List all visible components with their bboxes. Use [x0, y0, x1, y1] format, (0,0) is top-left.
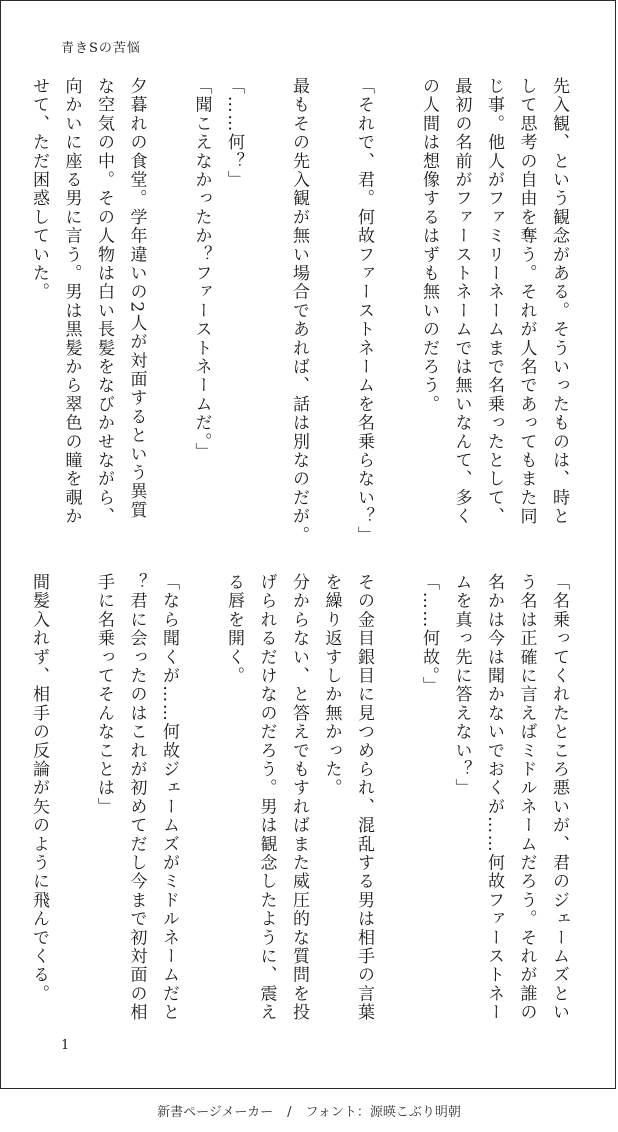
text-column: 夕暮れの食堂。学年違いの2人が対面するという異質 [126, 77, 147, 520]
text-column: 分からない、と答えでもすればまた威圧的な質問を投 [289, 573, 309, 1022]
text-column: ？君に会ったのはこれが初めてだし今まで初対面の相 [126, 573, 147, 1022]
text-column: 「名乗ってくれたところ悪いが、君のジェームズとい [549, 573, 569, 1022]
maker-label: 新書ページメーカー [157, 1105, 274, 1120]
text-column: ムを真っ先に答えない？」 [451, 573, 472, 798]
text-column: う名は正確に言えばミドルネームだろう。それが誰の [516, 573, 537, 1022]
text-column: 名かは今は聞かないでおくが……何故ファーストネー [484, 573, 504, 1022]
text-column: る唇を開く。 [224, 573, 244, 686]
text-column: 「……何故。」 [419, 573, 439, 696]
text-column: げられるだけなのだろう。男は観念したように、震え [256, 573, 277, 1022]
page-number: 1 [61, 1038, 70, 1053]
text-column: 手に名乗ってそんなことは」 [94, 573, 114, 817]
text-column: 「聞こえなかったか？ファーストネームだ。」 [191, 77, 212, 462]
text-tier-bottom [29, 573, 569, 1022]
text-column: を繰り返すしか無かった。 [321, 573, 342, 798]
text-column: 「それで、君。何故ファーストネームを名乗らない？」 [354, 77, 374, 545]
footer-separator: / [287, 1105, 292, 1120]
text-column: 「……何？」 [224, 77, 244, 190]
text-column: 間髪入れず、相手の反論が矢のように飛んでくる。 [29, 573, 49, 1004]
text-column: せて、ただ困惑していた。 [29, 77, 49, 302]
text-column: その金目銀目に見つめられ、混乱する男は相手の言葉 [354, 573, 374, 1022]
text-column: 「なら聞くが……何故ジェームズがミドルネームだと [159, 573, 179, 1022]
text-tier-top [29, 77, 569, 545]
text-column: 向かいに座る男に言う。男は黒髪から翠色の瞳を覗か [61, 77, 82, 526]
text-column: 最もその先入観が無い場合であれば、話は別なのだが。 [289, 77, 309, 545]
footer-credit [0, 1101, 618, 1120]
book-title: 青きSの苦悩 [61, 41, 141, 56]
font-credit: フォント：源暎こぶり明朝 [305, 1105, 461, 1120]
text-column: 最初の名前がファーストネームでは無いなんて、多く [451, 77, 472, 526]
text-column: の人間は想像するはずも無いのだろう。 [419, 77, 439, 414]
text-column: な空気の中。その人物は白い長髪をなびかせながら、 [94, 77, 114, 526]
text-column: じ事。他人がファミリーネームまで名乗ったとして、 [484, 77, 504, 526]
text-column: 先入観、という観念がある。そういったものは、時と [549, 77, 569, 526]
text-column: して思考の自由を奪う。それが人名であってもまた同 [516, 77, 537, 526]
